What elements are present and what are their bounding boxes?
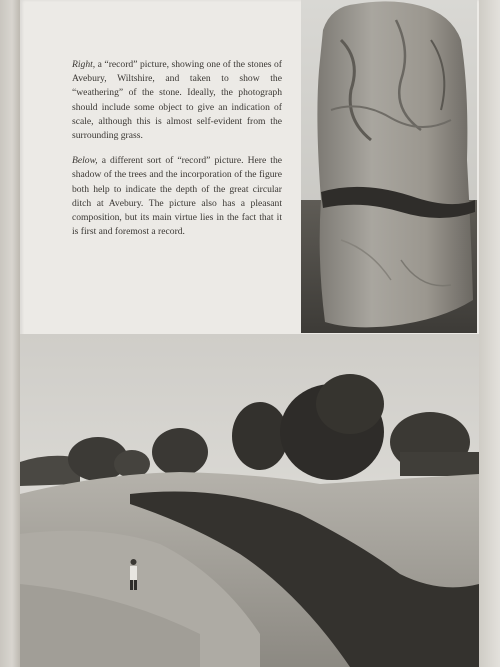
- page-edge-right: [479, 0, 500, 667]
- caption-paragraph-below: [72, 154, 282, 239]
- book-spine-edge: [0, 0, 20, 667]
- caption-lead-below: Below,: [72, 155, 98, 167]
- caption-body-right: a “record” picture, showing one of the stones of Avebury, Wiltshire, and taken to show the “weathering” of the stone. Ideally, the photograph should include some object to give an indication of scale, although this is almost self-evident from the surrounding grass.: [72, 59, 282, 142]
- caption-text-block: [72, 58, 282, 250]
- stone-photo-image: [301, 0, 477, 333]
- landscape-photo-image: [20, 334, 479, 667]
- caption-paragraph-right: [72, 58, 282, 143]
- caption-body-below: a different sort of “record” picture. Here the shadow of the trees and the incorporation of the figure both help to indicate the depth of the great circular ditch at Avebury. The picture also has a pleasant composition, but its main virtue lies in the fact that it is first and foremost a record.: [72, 155, 282, 238]
- avebury-ditch-photo: [20, 334, 479, 667]
- standing-stone-photo: [301, 0, 477, 333]
- caption-lead-right: Right,: [72, 59, 96, 70]
